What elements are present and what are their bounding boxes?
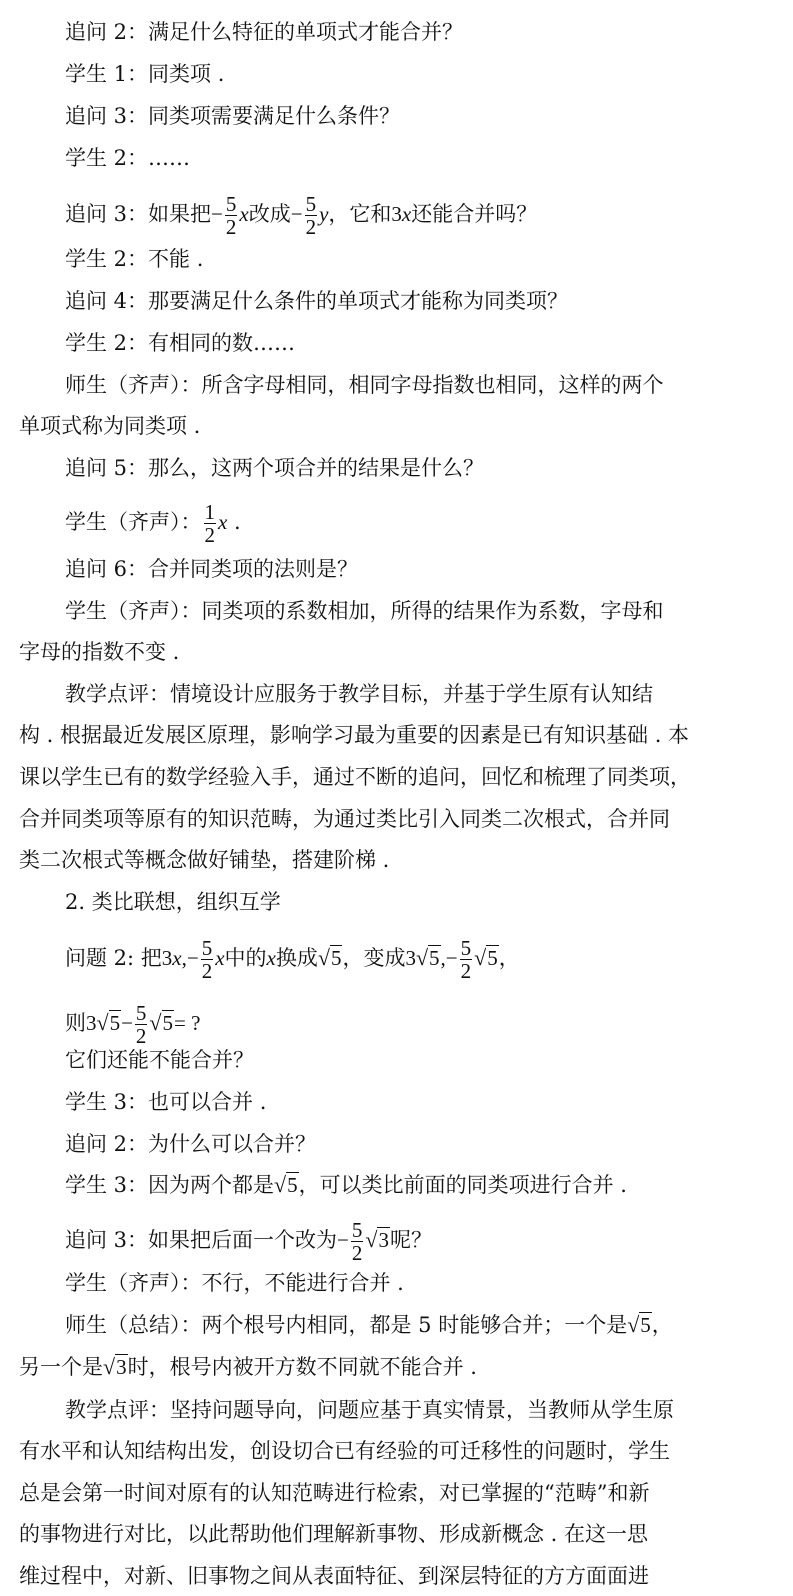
text-line: 学生 3：也可以合并 . (65, 1090, 267, 1114)
text-line: 学生 1：同类项 . (65, 62, 225, 86)
text-line-with-math: 追问 3：如果把后面一个改为− $\frac{5}{2}$ √3呢？ (65, 1218, 432, 1266)
square-root: √5 (474, 945, 498, 971)
text-line-with-math: 问题 2: 把3x,− $\frac{5}{2}$ x中的x换成√5，变成3√5,− $\frac{5}{2}$ √5， (65, 936, 520, 984)
fraction: $\frac{5}{2}$ (225, 192, 237, 240)
text-line: 学生 2：不能 . (65, 247, 204, 271)
text-line: 教学点评：坚持问题导向，问题应基于真实情景，当教师从学生原 (65, 1398, 674, 1422)
text-line: 学生（齐声）：不行，不能进行合并 . (65, 1271, 404, 1295)
text-line: 追问 3：同类项需要满足什么条件？ (65, 104, 401, 128)
text-line: 追问 4：那要满足什么条件的单项式才能称为同类项？ (65, 289, 569, 313)
text-line-with-math: 学生 3：因为两个都是√5，可以类比前面的同类项进行合并 . (65, 1170, 627, 1200)
fraction: $\frac{5}{2}$ (460, 936, 472, 984)
text-line-with-math: 师生（总结）：两个根号内相同，都是 5 时能够合并；一个是√5， (65, 1310, 673, 1340)
text-line: 类二次根式等概念做好铺垫，搭建阶梯 . (19, 848, 390, 872)
fraction: $\frac{5}{2}$ (201, 936, 213, 984)
text-line: 的事物进行对比，以此帮助他们理解新事物、形成新概念 . 在这一思 (19, 1522, 649, 1546)
text-line: 追问 6：合并同类项的法则是？ (65, 557, 359, 581)
text-line: 单项式称为同类项 . (19, 414, 201, 438)
text-line: 它们还能不能合并？ (65, 1048, 254, 1072)
square-root: √5 (96, 1010, 121, 1036)
section-heading: 2. 类比联想，组织互学 (65, 890, 281, 914)
square-root: √5 (149, 1010, 173, 1036)
fraction: $\frac{5}{2}$ (305, 192, 317, 240)
text-line: 有水平和认知结构出发，创设切合已有经验的可迁移性的问题时，学生 (19, 1439, 670, 1463)
text-line-with-math: 追问 3：如果把− $\frac{5}{2}$ x改成− $\frac{5}{2}$ y，它和3x还能合并吗？ (65, 192, 538, 240)
text-line: 学生（齐声）：同类项的系数相加，所得的结果作为系数，字母和 (65, 599, 664, 623)
fraction: $\frac{1}{2}$ (204, 500, 215, 548)
text-line: 师生（齐声）：所含字母相同，相同字母指数也相同，这样的两个 (65, 373, 664, 397)
text-line: 合并同类项等原有的知识范畴，为通过类比引入同类二次根式，合并同 (19, 807, 670, 831)
fraction: $\frac{5}{2}$ (351, 1218, 363, 1266)
text-line: 追问 2：为什么可以合并？ (65, 1132, 317, 1156)
text-line-with-math: 则3√5− $\frac{5}{2}$ √5= ? (65, 1001, 201, 1049)
square-root: √5 (627, 1312, 651, 1337)
text-line: 教学点评：情境设计应服务于教学目标，并基于学生原有认知结 (65, 682, 653, 706)
text-line: 课以学生已有的数学经验入手，通过不断的追问，回忆和梳理了同类项， (19, 765, 691, 789)
text-line: 学生 2：…… (65, 146, 191, 170)
text-line: 追问 5：那么，这两个项合并的结果是什么？ (65, 456, 485, 480)
fraction: $\frac{5}{2}$ (135, 1001, 147, 1049)
text-line: 总是会第一时间对原有的认知范畴进行检索，对已掌握的“范畴”和新 (19, 1481, 650, 1505)
text-line: 追问 2：满足什么特征的单项式才能合并？ (65, 20, 464, 44)
square-root: √5 (317, 945, 342, 971)
text-line: 学生 2：有相同的数…… (65, 331, 296, 355)
text-line: 维过程中，对新、旧事物之间从表面特征、到深层特征的方方面面进 (19, 1564, 649, 1588)
text-line: 字母的指数不变 . (19, 640, 180, 664)
square-root: √3 (365, 1227, 389, 1253)
square-root: √3 (103, 1354, 127, 1379)
text-line-with-math: 另一个是√3时，根号内被开方数不同就不能合并 . (19, 1352, 477, 1382)
text-line: 构 . 根据最近发展区原理，影响学习最为重要的因素是已有知识基础 . 本 (19, 723, 690, 747)
text-line-with-math: 学生（齐声）： $\frac{1}{2}$ x . (65, 500, 241, 548)
square-root: √5 (274, 1172, 298, 1197)
square-root: √5 (415, 945, 440, 971)
